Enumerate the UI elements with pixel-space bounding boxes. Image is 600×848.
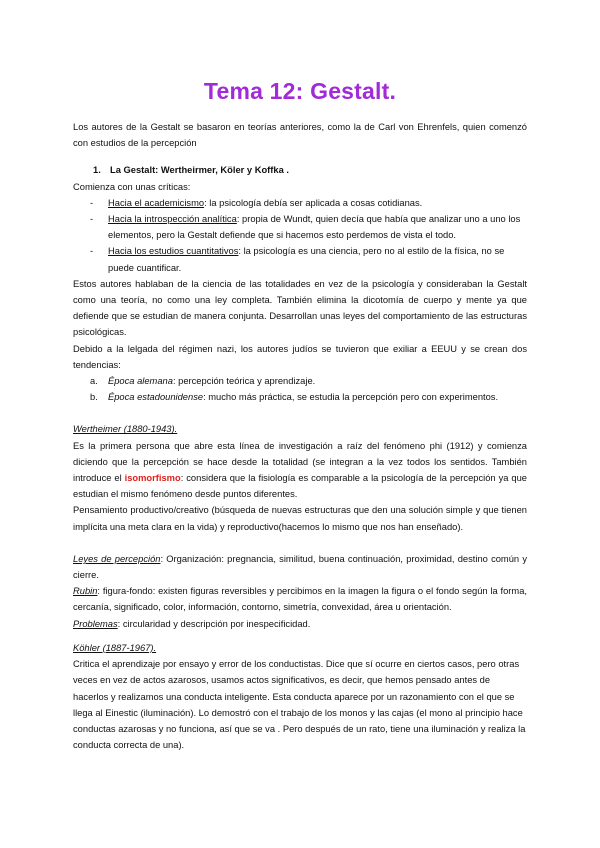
- page-title: Tema 12: Gestalt.: [203, 78, 397, 104]
- critic-key: Hacia los estudios cuantitativos: [108, 246, 239, 257]
- kohler-heading: Köhler (1887-1967).: [73, 642, 157, 653]
- intro-paragraph: Los autores de la Gestalt se basaron en teorías anteriores, como la de Carl von Ehrenfels, quien comenzó con estudios de la percepción: [73, 122, 527, 149]
- rubin-label: Rubin: [73, 586, 98, 597]
- kohler-paragraph: Critica el aprendizaje por ensayo y error de los conductistas. Dice que sí ocurre en ciertos casos, pero otras veces en vez de actos azarosos, usamos actos significativos, es decir, que hemos pensado antes de hacerlos y realizamos una conducta inteligente. Esta conducta aparece por un razonamiento con el que se llega al Einestic (iluminación). Lo demostró con el trabajo de los monos y las cajas (el mono al principio hace conductas azarosas y no funciona, así que se va . Pero después de un rato, tiene una iluminación y realiza la conducta correcta de una).: [73, 659, 526, 751]
- section-heading: [73, 162, 527, 178]
- tendency-text: : mucho más práctica, se estudia la percepción pero con experimentos.: [203, 392, 499, 403]
- rubin-paragraph: Rubin: figura-fondo: existen figuras reversibles y percibimos en la imagen la figura o el fondo según la forma, cercanía, significado, color, información, contorno, simetría, convexidad, área u orientación.: [73, 586, 527, 613]
- tendency-text: : percepción teórica y aprendizaje.: [172, 376, 316, 387]
- laws-label: Leyes de percepción: [73, 553, 161, 564]
- critic-key: Hacia el academicismo: [108, 197, 205, 208]
- tendencies-list: [73, 373, 527, 405]
- problems-paragraph: Problemas: circularidad y descripción por inespecificidad.: [73, 618, 311, 629]
- critics-lead: Comienza con unas críticas:: [73, 181, 191, 192]
- productive-thinking-paragraph: Pensamiento productivo/creativo (búsqueda de nuevas estructuras que den una solución simple y que tienen implícita una meta clara en la vida) y reproductivo(hacemos lo mismo que nos han enseñado).: [73, 505, 527, 532]
- exile-paragraph: Debido a la lelgada del régimen nazi, los autores judíos se tuvieron que exiliar a EEUU y se crean dos tendencias:: [73, 343, 527, 370]
- document-page: [73, 78, 527, 753]
- tendency-key: Época alemana: [108, 376, 173, 387]
- critics-list: [73, 195, 527, 276]
- laws-paragraph: Leyes de percepción: Organización: pregnancia, similitud, buena continuación, proximidad, destino común y cierre.: [73, 553, 527, 581]
- section-title: La Gestalt: Wertheirmer, Köler y Koffka .: [110, 165, 289, 176]
- totality-paragraph: Estos autores hablaban de la ciencia de las totalidades en vez de la psicología y consideraban la Gestalt como una teoría, no como una ley completa. También elimina la dicotomía de cuerpo y mente ya que defiende que se estudian de manera conjunta. Desarrollan unas leyes del comportamiento de las estructuras psicológicas.: [73, 278, 527, 338]
- list-item: - Hacia el academicismo: la psicología debía ser aplicada a cosas cotidianas.: [90, 197, 423, 208]
- section-number: 1.: [93, 165, 101, 176]
- isomorfismo-highlight: isomorfismo: [124, 473, 181, 484]
- critic-key: Hacia la introspección analítica: [108, 214, 237, 225]
- list-item: - Hacia la introspección analítica: propia de Wundt, quien decía que había que analizar uno a uno los elementos, pero la Gestalt defiende que si hacemos esto perdemos de vista el todo.: [90, 214, 521, 241]
- wertheimer-heading: Wertheimer (1880-1943).: [73, 424, 178, 435]
- list-item: b. Época estadounidense: mucho más práctica, se estudia la percepción pero con experimentos.: [90, 392, 499, 403]
- list-item: - Hacia los estudios cuantitativos: la psicología es una ciencia, pero no al estilo de la física, no se puede cuantificar.: [90, 246, 505, 273]
- list-item: a. Época alemana: percepción teórica y aprendizaje.: [90, 376, 316, 387]
- wertheimer-paragraph: Es la primera persona que abre esta línea de investigación a raíz del fenómeno phi (1912) y comienza diciendo que la percepción se hace desde la totalidad (se integran a la vez todos los sentidos. También introduce el isomorfismo: considera que la fisiología es comparable a la psicología de la percepción ya que estudian el mismo fenómeno desde puntos diferentes.: [73, 440, 527, 500]
- problems-label: Problemas: [73, 618, 118, 629]
- critic-text: : la psicología es una ciencia, pero no al estilo de la física, no se puede cuantificar.: [108, 246, 505, 273]
- critic-text: : la psicología debía ser aplicada a cosas cotidianas.: [204, 197, 423, 208]
- critic-text: : propia de Wundt, quien decía que había que analizar uno a uno los elementos, pero la Gestalt defiende que si hacemos esto perdemos de vista el todo.: [108, 214, 521, 241]
- tendency-key: Época estadounidense: [108, 392, 204, 403]
